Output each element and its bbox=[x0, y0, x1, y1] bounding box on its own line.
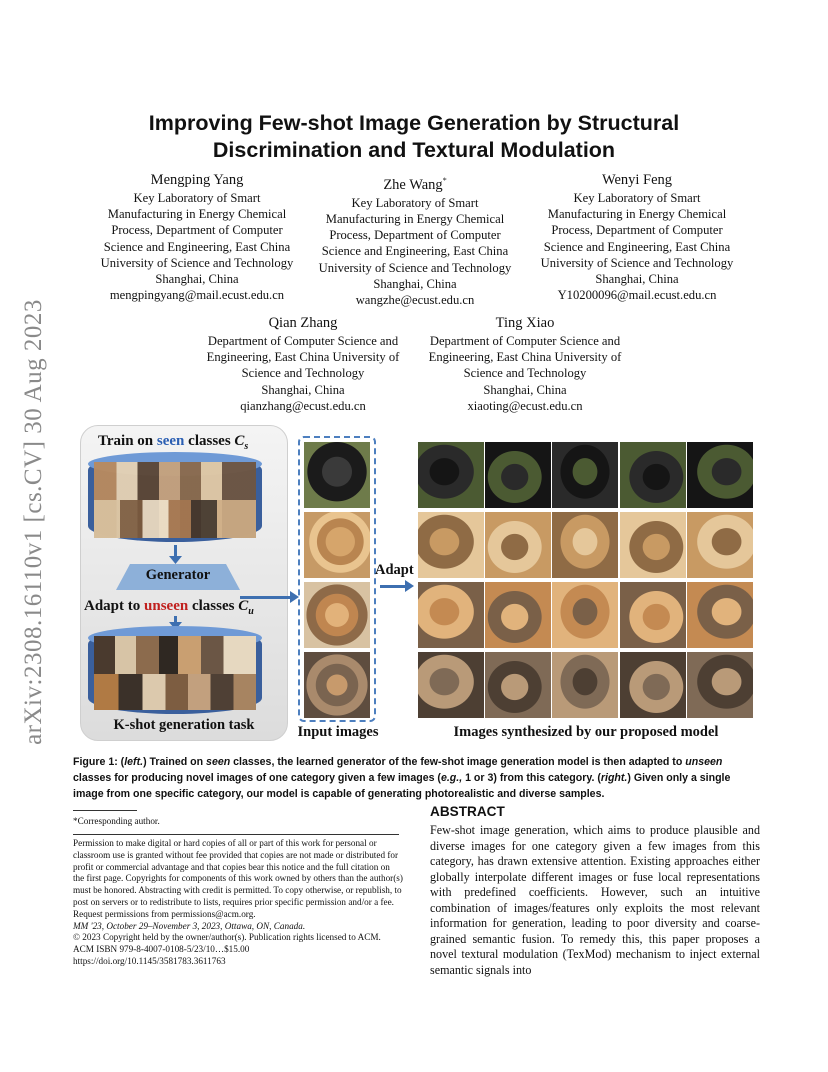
author-block-2 bbox=[302, 171, 528, 308]
synthesized-cat-image bbox=[687, 652, 753, 718]
adapt-label-suffix: classes bbox=[188, 598, 239, 614]
caption-eg: e.g., bbox=[440, 771, 463, 784]
seen-symbol: C bbox=[234, 433, 245, 449]
caption-seen: seen bbox=[206, 756, 231, 768]
doi-link[interactable]: https://doi.org/10.1145/3581783.3611763 bbox=[73, 955, 226, 966]
caption-fig: Figure 1: ( bbox=[73, 756, 125, 768]
affiliation-line: Manufacturing in Energy Chemical bbox=[547, 207, 727, 222]
caption-right: right. bbox=[600, 771, 628, 784]
author-name: Wenyi Feng bbox=[601, 172, 673, 188]
isbn-line: ACM ISBN 979-8-4007-0108-5/23/10…$15.00 bbox=[73, 944, 250, 955]
caption-part: ) Trained on bbox=[143, 756, 207, 768]
synthesized-meerkat-image bbox=[552, 512, 618, 578]
affiliation-line: Science and Engineering, East China bbox=[543, 239, 731, 254]
down-arrow-1-head bbox=[169, 556, 182, 564]
synthesized-dog-image bbox=[552, 442, 618, 508]
affiliation-line: Manufacturing in Energy Chemical bbox=[107, 207, 287, 222]
affiliation-line: Process, Department of Computer bbox=[551, 223, 723, 238]
title-line-1: Improving Few-shot Image Generation by Structural bbox=[148, 111, 680, 135]
synthesized-cougar-image bbox=[687, 582, 753, 648]
affiliation-line: Process, Department of Computer bbox=[329, 228, 501, 243]
synthesized-cougar-image bbox=[418, 582, 484, 648]
synthesized-cat-image bbox=[485, 652, 551, 718]
affiliation-line: Key Laboratory of Smart bbox=[133, 191, 261, 205]
author-email[interactable]: xiaoting@ecust.edu.cn bbox=[467, 398, 583, 413]
author-name: Qian Zhang bbox=[268, 315, 338, 331]
author-email[interactable]: mengpingyang@mail.ecust.edu.cn bbox=[109, 288, 285, 303]
input-image-cat bbox=[304, 652, 370, 718]
affiliation-line: Science and Engineering, East China bbox=[321, 244, 509, 259]
unseen-symbol: C bbox=[238, 598, 249, 614]
synthesized-dog-image bbox=[485, 442, 551, 508]
copyright-line: © 2023 Copyright held by the owner/author(s). Publication rights licensed to ACM. bbox=[73, 932, 381, 943]
synthesized-cougar-image bbox=[620, 582, 686, 648]
caption-part: ) Given only a single image from one specific category, our model is capable of generating photorealistic and diverse samples. bbox=[73, 771, 731, 800]
affiliation-location: Shanghai, China bbox=[373, 276, 457, 291]
train-label bbox=[98, 433, 248, 452]
seen-dogs-mosaic-row bbox=[94, 500, 256, 538]
synthesized-cougar-image bbox=[552, 582, 618, 648]
input-image-cougar bbox=[304, 582, 370, 648]
author-block-4 bbox=[192, 314, 414, 414]
author-block-5 bbox=[414, 314, 636, 414]
abstract-body: Few-shot image generation, which aims to produce plausible and diverse images for one category given a few images from this category, has drawn extensive attention. Existing approaches either globally interpolate different images or fuse local representations with predefined coefficients. However, such an intuitive combination of images/features only exploits the most relevant information for generation, leading to poor diversity and coarse-grained semantic fusion. To remedy this, this paper proposes a novel textural modulation (TexMod) mechanism to inject external semantic signals into bbox=[430, 823, 760, 977]
seen-word: seen bbox=[156, 433, 185, 449]
synthesized-dog-image bbox=[418, 442, 484, 508]
synthesized-cougar-image bbox=[485, 582, 551, 648]
caption-part: classes, the learned generator of the few-shot image generation model is then adapted to bbox=[230, 756, 686, 768]
kshot-label: K-shot generation task bbox=[113, 717, 255, 733]
affiliation-line: University of Science and Technology bbox=[100, 255, 294, 270]
author-email[interactable]: Y10200096@mail.ecust.edu.cn bbox=[557, 288, 717, 303]
affiliation-line: University of Science and Technology bbox=[318, 260, 512, 275]
arxiv-stamp-text: arXiv:2308.16110v1 [cs.CV] 30 Aug 2023 bbox=[20, 299, 48, 745]
abstract-heading: ABSTRACT bbox=[430, 804, 505, 819]
synthesized-cat-image bbox=[552, 652, 618, 718]
affiliation-location: Shanghai, China bbox=[261, 382, 345, 397]
affiliation-line: Manufacturing in Energy Chemical bbox=[325, 212, 505, 227]
conference-info: MM '23, October 29–November 3, 2023, Ottawa, ON, Canada. bbox=[73, 920, 306, 931]
affiliation-location: Shanghai, China bbox=[595, 272, 679, 287]
affiliation-line: Key Laboratory of Smart bbox=[573, 191, 701, 205]
seen-subscript: s bbox=[244, 441, 249, 452]
affiliation-line: Science and Technology bbox=[241, 366, 365, 381]
affiliation-line: University of Science and Technology bbox=[540, 255, 734, 270]
corresponding-author-footnote: *Corresponding author. bbox=[73, 816, 160, 826]
synthesized-cat-image bbox=[620, 652, 686, 718]
author-name: Zhe Wang bbox=[383, 176, 443, 193]
synthesized-cat-image bbox=[418, 652, 484, 718]
affiliation-line: Science and Technology bbox=[463, 366, 587, 381]
adapt-label bbox=[84, 598, 254, 617]
adapt-label-prefix: Adapt to bbox=[84, 598, 145, 614]
caption-part: classes for producing novel images of one category given a few images ( bbox=[73, 771, 441, 784]
adapt-arrow bbox=[380, 585, 408, 588]
author-block-1 bbox=[84, 171, 310, 303]
author-name: Mengping Yang bbox=[150, 172, 244, 188]
train-label-suffix: classes bbox=[184, 433, 235, 449]
author-name: Ting Xiao bbox=[495, 315, 555, 331]
synthesized-meerkat-image bbox=[620, 512, 686, 578]
affiliation-location: Shanghai, China bbox=[155, 272, 239, 287]
train-label-prefix: Train on bbox=[98, 433, 157, 449]
affiliation-line: Engineering, East China University of bbox=[428, 350, 622, 365]
generator-label: Generator bbox=[145, 567, 211, 583]
paper-title bbox=[80, 110, 748, 164]
input-image-dog bbox=[304, 442, 370, 508]
affiliation-line: Department of Computer Science and bbox=[207, 334, 399, 348]
caption-left: left. bbox=[124, 756, 144, 768]
figure-caption bbox=[73, 755, 759, 802]
unseen-animals-mosaic-row bbox=[94, 674, 256, 710]
synthesized-dog-image bbox=[687, 442, 753, 508]
unseen-animals-mosaic bbox=[94, 636, 256, 674]
author-block-3 bbox=[524, 171, 750, 303]
title-line-2: Discrimination and Textural Modulation bbox=[212, 138, 616, 162]
synthesized-meerkat-image bbox=[485, 512, 551, 578]
synthesized-dog-image bbox=[620, 442, 686, 508]
adapt-arrow-head bbox=[405, 580, 414, 592]
affiliation-line: Engineering, East China University of bbox=[206, 350, 400, 365]
input-images-label: Input images bbox=[297, 724, 379, 740]
affiliation-line: Key Laboratory of Smart bbox=[351, 195, 479, 210]
footnote-rule bbox=[73, 810, 137, 811]
synthesized-meerkat-image bbox=[687, 512, 753, 578]
affiliation-line: Process, Department of Computer bbox=[111, 223, 283, 238]
corresponding-mark: * bbox=[442, 176, 447, 185]
affiliation-location: Shanghai, China bbox=[483, 382, 567, 397]
input-image-meerkat bbox=[304, 512, 370, 578]
permission-rule bbox=[73, 834, 399, 835]
caption-part: 1 or 3) from this category. ( bbox=[462, 771, 601, 784]
affiliation-line: Science and Engineering, East China bbox=[103, 239, 291, 254]
author-email[interactable]: wangzhe@ecust.edu.cn bbox=[355, 293, 475, 308]
permission-text: Permission to make digital or hard copies of all or part of this work for personal or classroom use is granted without fee provided that copies are not made or distributed for profit or commercial advantage and that copies bear this notice and the full citation on the first page. Copyrights for components of this work owned by others than the author(s) must be honored. Abstracting with credit is permitted. To copy otherwise, or republish, to post on servers or to redistribute to lists, requires prior specific permission and/or a fee. Request permissions from permissions@acm.org. bbox=[73, 838, 403, 919]
unseen-word: unseen bbox=[144, 598, 189, 614]
affiliation-line: Department of Computer Science and bbox=[429, 334, 621, 348]
adapt-arrow-label: Adapt bbox=[375, 562, 414, 578]
arxiv-stamp bbox=[14, 282, 54, 762]
unseen-subscript: u bbox=[248, 606, 254, 617]
synthesized-meerkat-image bbox=[418, 512, 484, 578]
caption-unseen: unseen bbox=[685, 756, 723, 768]
output-label: Images synthesized by our proposed model bbox=[453, 724, 719, 740]
author-email[interactable]: qianzhang@ecust.edu.cn bbox=[240, 398, 366, 413]
permission-block bbox=[73, 838, 403, 968]
